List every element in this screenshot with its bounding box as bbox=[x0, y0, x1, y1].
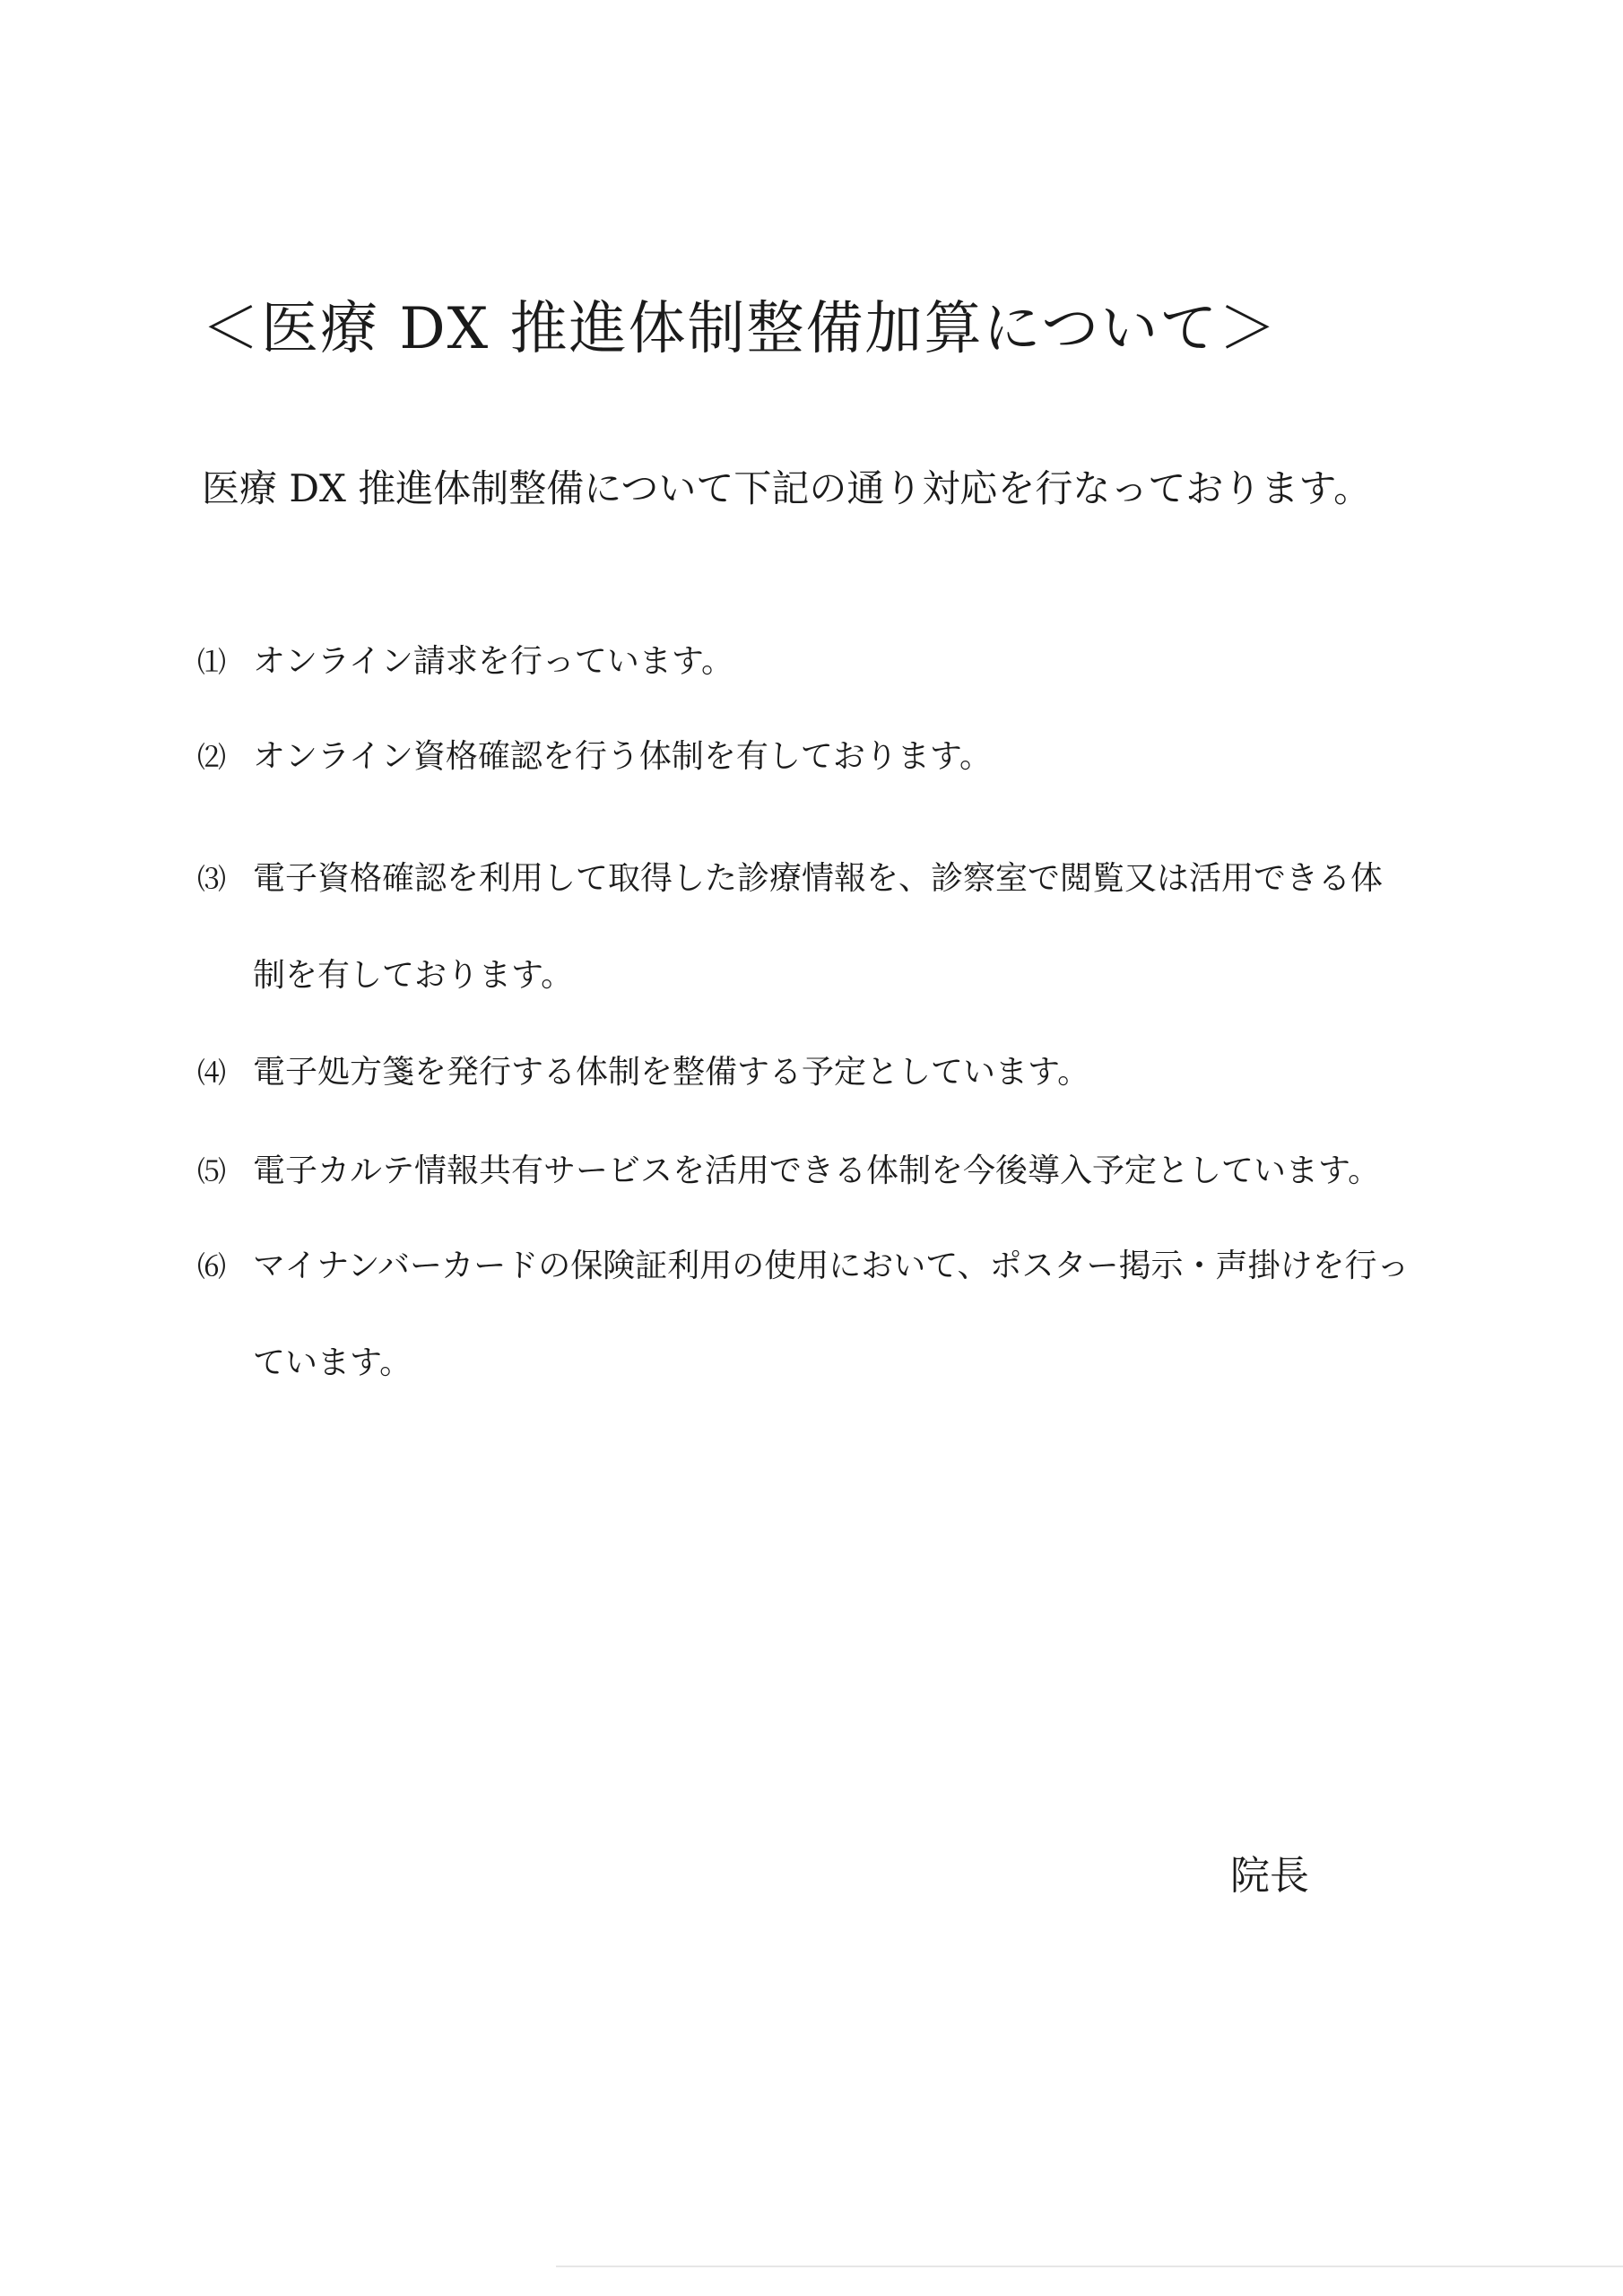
item-1-line-1: オンライン請求を行っています。 bbox=[253, 643, 734, 680]
item-number-5: ⑸ bbox=[197, 1154, 227, 1188]
intro-paragraph: 医療 DX 推進体制整備について下記の通り対応を行なっております。 bbox=[202, 466, 1372, 510]
item-number-2: ⑵ bbox=[197, 740, 227, 774]
item-number-3: ⑶ bbox=[197, 862, 227, 896]
signature: 院長 bbox=[1230, 1853, 1309, 1899]
item-3-line-1: 電子資格確認を利用して取得した診療情報を、診察室で閲覧又は活用できる体 bbox=[253, 860, 1384, 897]
item-number-6: ⑹ bbox=[197, 1249, 227, 1283]
item-6-line-1: マイナンバーカードの保険証利用の使用において、ポスター掲示・声掛けを行っ bbox=[253, 1248, 1410, 1284]
item-3-line-2: 制を有しております。 bbox=[253, 957, 574, 994]
item-2-line-1: オンライン資格確認を行う体制を有しております。 bbox=[253, 738, 993, 775]
document-title: ＜医療 DX 推進体制整備加算について＞ bbox=[202, 296, 1279, 362]
scan-edge-line bbox=[556, 2266, 1623, 2267]
item-number-4: ⑷ bbox=[197, 1056, 227, 1090]
item-4-line-1: 電子処方箋を発行する体制を整備する予定としています。 bbox=[253, 1054, 1090, 1091]
item-6-line-2: ています。 bbox=[253, 1344, 412, 1381]
item-5-line-1: 電子カルテ情報共有サービスを活用できる体制を今後導入予定としています。 bbox=[253, 1152, 1381, 1189]
item-number-1: ⑴ bbox=[197, 645, 227, 679]
